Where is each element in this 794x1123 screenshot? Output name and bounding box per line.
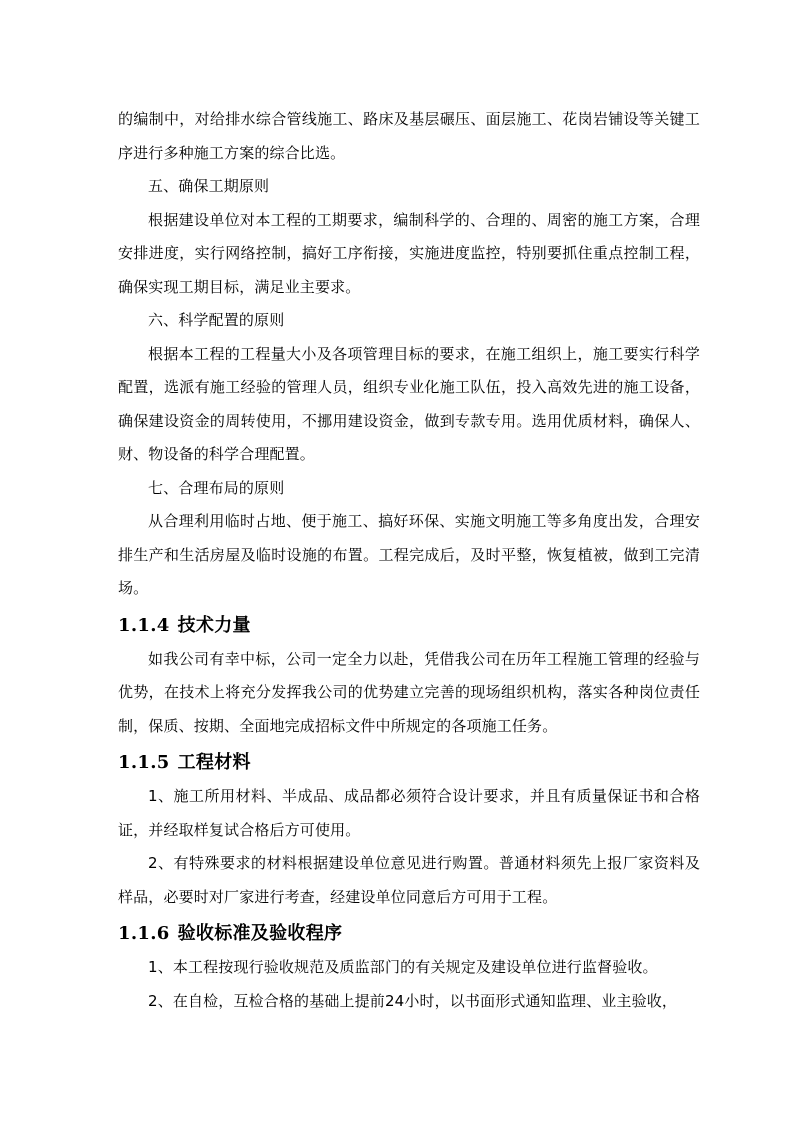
heading-layout-principle: 七、合理布局的原则: [148, 478, 285, 497]
paragraph-acceptance-item-1: 1、本工程按现行验收规范及质监部门的有关规定及建设单位进行监督验收。: [148, 958, 658, 976]
paragraph-schedule-principle: 根据建设单位对本工程的工期要求，编制科学的、合理的、周密的施工方案，合理安排进度，实行网络控制，搞好工序衔接，实施进度监控，特别要抓住重点控制工程，确保实现工期目标，满足业主要求。: [118, 210, 700, 296]
heading-scientific-allocation: 六、科学配置的原则: [148, 311, 285, 329]
section-title: 技术力量: [177, 614, 251, 636]
paragraph-technical-strength: 如我公司有幸中标，公司一定全力以赴，凭借我公司在历年工程施工管理的经验与优势，在技术上将充分发挥我公司的优势建立完善的现场组织机构，落实各种岗位责任制，保质、按期、全面地完成招标文件中所规定的各项施工任务。: [118, 649, 700, 735]
section-title: 工程材料: [177, 752, 251, 773]
paragraph-acceptance-item-2: 2、在自检，互检合格的基础上提前24小时，以书面形式通知监理、业主验收，: [148, 991, 678, 1010]
section-number: 1.1.5: [118, 752, 170, 773]
section-heading-technical-strength: [118, 609, 700, 643]
section-heading-acceptance: [118, 917, 700, 951]
paragraph-comparison-continued: 的编制中，对给排水综合管线施工、路床及基层碾压、面层施工、花岗岩铺设等关键工序进行多种施工方案的综合比选。: [118, 110, 700, 162]
section-number: 1.1.6: [118, 923, 170, 944]
section-heading-materials: [118, 746, 700, 780]
section-number: 1.1.4: [118, 614, 170, 636]
heading-schedule-principle: 五、确保工期原则: [148, 177, 270, 195]
paragraph-scientific-allocation: 根据本工程的工程量大小及各项管理目标的要求，在施工组织上，施工要实行科学配置，选派有施工经验的管理人员，组织专业化施工队伍，投入高效先进的施工设备，确保建设资金的周转使用，不挪用建设资金，做到专款专用。选用优质材料，确保人、财、物设备的科学合理配置。: [118, 344, 700, 463]
paragraph-materials-item-2: 2、有特殊要求的材料根据建设单位意见进行购置。普通材料须先上报厂家资料及样品，必要时对厂家进行考查，经建设单位同意后方可用于工程。: [118, 854, 700, 906]
section-title: 验收标准及验收程序: [177, 923, 343, 944]
document-body: [118, 103, 700, 1018]
paragraph-layout-principle: 从合理利用临时占地、便于施工、搞好环保、实施文明施工等多角度出发，合理安排生产和生活房屋及临时设施的布置。工程完成后，及时平整，恢复植被，做到工完清场。: [118, 512, 700, 597]
paragraph-materials-item-1: 1、施工所用材料、半成品、成品都必须符合设计要求，并且有质量保证书和合格证，并经取样复试合格后方可使用。: [118, 787, 700, 839]
